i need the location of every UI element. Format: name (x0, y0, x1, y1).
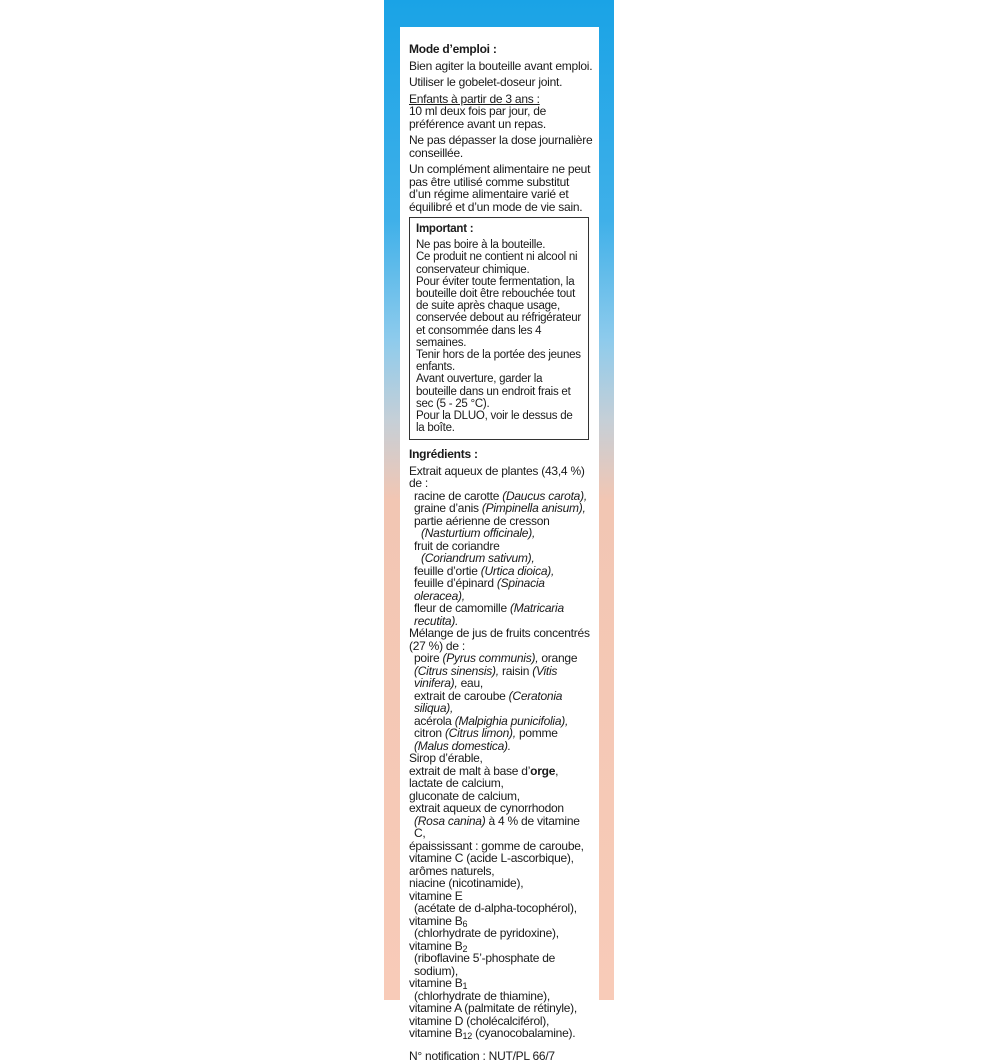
ingredient-detail: (chlorhydrate de pyridoxine), (414, 926, 559, 941)
ingredient-detail: (chlorhydrate de thiamine), (414, 988, 550, 1003)
ingredient-item: fruit de coriandre (414, 538, 500, 553)
ingredient-item: Sirop d’érable, (409, 751, 483, 766)
ingredient-item: lactate de calcium, (409, 776, 504, 791)
ingredient-item: extrait aqueux de cynorrhodon (409, 801, 564, 816)
label-panel (400, 27, 599, 1063)
ingredient-item: vitamine A (palmitate de rétinyle), (409, 1001, 577, 1016)
ingredient-item: feuille d’épinard (Spinacia oleracea), (414, 576, 545, 603)
ingredient-item: feuille d’ortie (Urtica dioica), (414, 563, 555, 578)
important-line: Avant ouverture, garder la bouteille dans un endroit frais et sec (5 - 25 °C). (416, 373, 571, 410)
usage-heading: Mode d’emploi : (409, 42, 497, 56)
ingredient-item: poire (Pyrus communis), orange (Citrus sinensis), raisin (Vitis vinifera), eau, (414, 651, 578, 691)
children-dose: 10 ml deux fois par jour, de préférence avant un repas. (409, 104, 547, 131)
ingredient-latin: (Nasturtium officinale), (421, 526, 536, 541)
usage-shake: Bien agiter la bouteille avant emploi. (409, 58, 593, 73)
ingredient-item: arômes naturels, (409, 863, 495, 878)
ingredient-item: niacine (nicotinamide), (409, 876, 524, 891)
ingredient-item: graine d’anis (Pimpinella anisum), (414, 501, 586, 516)
children-heading: Enfants à partir de 3 ans : (409, 91, 540, 106)
allergen-barley: orge (530, 763, 556, 778)
supplement-notice: Un complément alimentaire ne peut pas être utilisé comme substitut d’un régime alimentaire varié et équilibré et d’un mode de vie sain. (409, 162, 591, 214)
notification-number: N° notification : NUT/PL 66/7 (409, 1048, 555, 1063)
important-line: Ce produit ne contient ni alcool ni conservateur chimique. (416, 251, 578, 276)
ingredient-item: vitamine $B_2$ (409, 938, 468, 954)
important-heading: Important : (416, 223, 474, 235)
ingredient-latin: (Coriandrum sativum), (421, 551, 535, 566)
ingredient-item: acérola (Malpighia punicifolia), (414, 713, 569, 728)
ingredient-item: extrait de caroube (Ceratonia siliqua), (414, 688, 563, 716)
ingredient-latin: (Rosa canina) à 4 % de vitamine C, (414, 813, 580, 841)
ingredient-item: épaississant : gomme de caroube, (409, 838, 584, 853)
ingredient-item: citron (Citrus limon), pomme (Malus domestica). (414, 726, 558, 753)
ingredient-juice-intro: Mélange de jus de fruits concentrés (27 %) de : (409, 626, 590, 653)
ingredient-item: partie aérienne de cresson (414, 513, 550, 528)
ingredient-detail: (acétate de d-alpha-tocophérol), (414, 901, 577, 916)
ingredient-item: fleur de camomille (Matricaria recutita). (414, 601, 564, 628)
ingredient-item: vitamine $B_6$ (409, 913, 468, 929)
ingredient-detail: (riboflavine 5’-phosphate de sodium), (414, 951, 556, 978)
ingredient-item: vitamine D (cholécalciférol), (409, 1013, 550, 1028)
important-line: Tenir hors de la portée des jeunes enfants. (416, 349, 581, 374)
ingredient-item: gluconate de calcium, (409, 788, 520, 803)
ingredients-list (409, 465, 593, 1040)
important-line: Ne pas boire à la bouteille. (416, 239, 546, 252)
ingredients-heading: Ingrédients : (409, 447, 478, 462)
ingredient-item: vitamine $B_{12}$ (cyanocobalamine). (409, 1026, 576, 1042)
ingredient-item: vitamine E (409, 888, 463, 903)
ingredient-item: vitamine $B_1$ (409, 976, 468, 992)
max-dose-warning: Ne pas dépasser la dose journalière conseillée. (409, 133, 593, 160)
ingredient-item: racine de carotte (Daucus carota), (414, 488, 587, 503)
ingredient-item: vitamine C (acide L-ascorbique), (409, 851, 574, 866)
usage-measure-cup: Utiliser le gobelet-doseur joint. (409, 75, 563, 89)
important-line: Pour éviter toute fermentation, la bouteille doit être rebouchée tout de suite après chaque usage, conservée debout au réfrigérateur et consommée dans les 4 semaines. (416, 275, 581, 349)
important-box (409, 217, 589, 440)
ingredient-item: extrait de malt à base d’orge, (409, 763, 559, 778)
important-line: Pour la DLUO, voir le dessus de la boîte. (416, 410, 573, 435)
ingredient-plants-intro: Extrait aqueux de plantes (43,4 %) de : (409, 463, 585, 491)
